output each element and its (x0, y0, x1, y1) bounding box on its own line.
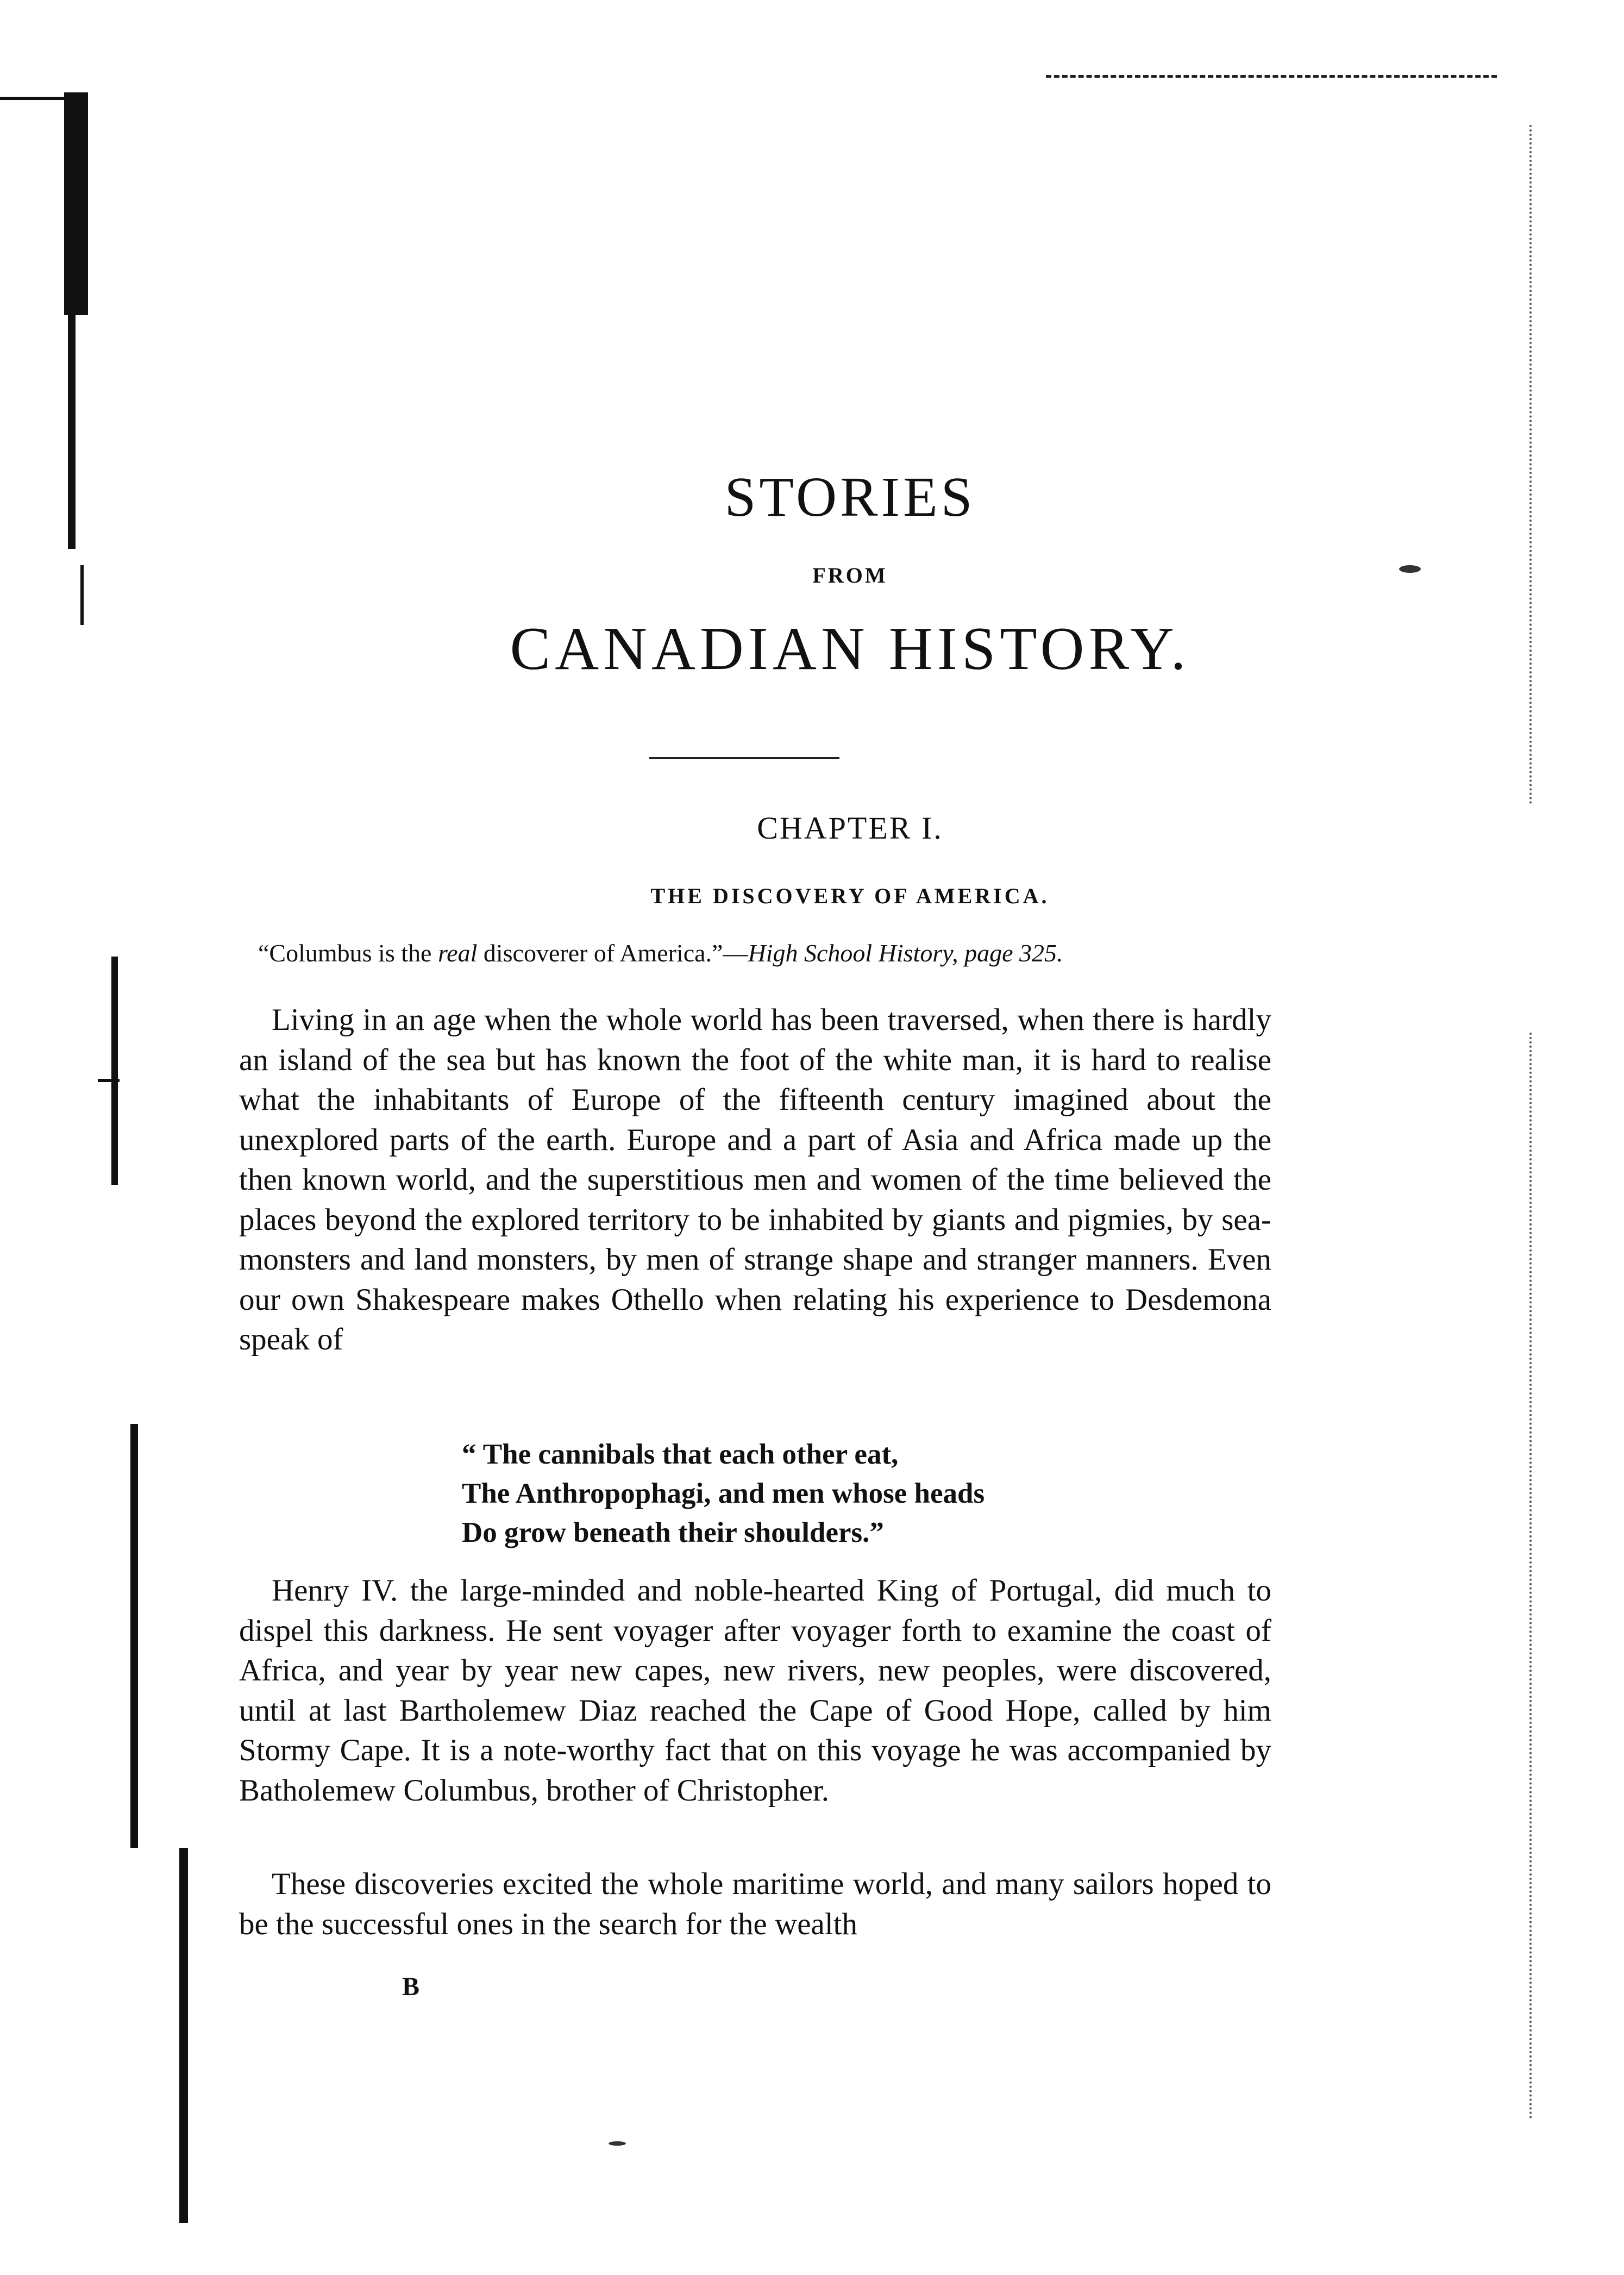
right-dotted-edge-2 (1529, 1033, 1532, 2120)
binding-edge-line-top (0, 97, 81, 100)
paragraph-3-text: These discoveries excited the whole maritime world, and many sailors hoped to be the successful ones in the search for the wealth (239, 1867, 1271, 1941)
binding-edge-mark-lower (111, 957, 118, 1185)
top-dashed-edge (1046, 75, 1497, 78)
body-paragraph-2 (239, 1571, 1271, 1810)
binding-edge-mark-top (64, 92, 88, 315)
binding-edge-tick (98, 1079, 120, 1082)
title-line-from: FROM (812, 563, 888, 588)
chapter-number: CHAPTER I. (757, 810, 943, 846)
body-paragraph-1 (239, 1000, 1271, 1360)
verse-line-3: Do grow beneath their shoulders.” (462, 1517, 884, 1548)
verse-line-1: “ The cannibals that each other eat, (462, 1439, 899, 1470)
verse-line-2: The Anthropophagi, and men whose heads (462, 1478, 985, 1509)
binding-edge-mark-low (130, 1424, 138, 1848)
signature-mark: B (402, 1972, 420, 2001)
othello-verse (462, 1435, 985, 1552)
paragraph-1-text: Living in an age when the whole world has been traversed, when there is hardly an island of the sea but has known the foot of the white man, it is hard to realise what the inhabitants of Europe of the fifteenth century imagined about the unexplored parts of the earth. Europe and a part of Asia and Africa made up the then known world, and the superstitious men and women of the time believed the places beyond the explored territory to be inhabited by giants and pigmies, by sea-monsters and land monsters, by men of strange shape and stranger manners. Even our own Shakespeare makes Othello when relating his experience to Desdemona speak of (239, 1003, 1271, 1357)
title-line-stories: STORIES (724, 466, 976, 528)
body-paragraph-3 (239, 1864, 1271, 1944)
epigraph-emphasis: real (437, 939, 478, 967)
epigraph-source: High School History, page 325. (748, 939, 1063, 967)
chapter-title: THE DISCOVERY OF AMERICA. (650, 884, 1050, 908)
epigraph-rest: discoverer of America.”— (477, 939, 748, 967)
binding-edge-mark-bottom (179, 1848, 188, 2223)
paragraph-2-text: Henry IV. the large-minded and noble-hearted King of Portugal, did much to dispel this darkness. He sent voyager after voyager forth to examine the coast of Africa, and year by year new capes, new rivers, new peoples, were discovered, until at last Bartholemew Diaz reached the Cape of Good Hope, called by him Stormy Cape. It is a note-worthy fact that on this voyage he was accompanied by Batholemew Columbus, brother of Christopher. (239, 1573, 1271, 1808)
page-blemish-bottom (609, 2141, 626, 2146)
title-rule (649, 757, 839, 759)
title-line-canadian-history: CANADIAN HISTORY. (510, 615, 1190, 683)
chapter-epigraph (258, 939, 1290, 967)
epigraph-quote: “Columbus is the (258, 939, 438, 967)
